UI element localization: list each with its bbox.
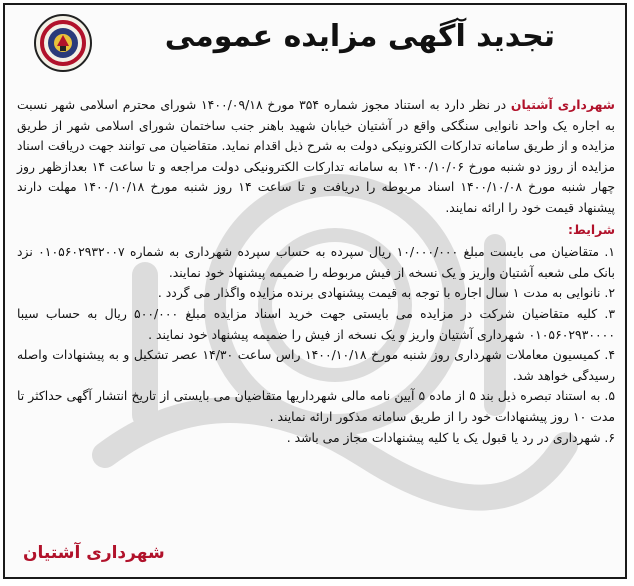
notice-body: [17, 95, 615, 448]
intro-text: در نظر دارد به استناد مجوز شماره ۳۵۴ مورخ ۱۴۰۰/۰۹/۱۸ شورای محترم اسلامی شهر نسبت به اجاره یک واحد نانوایی سنگکی واقع در آشتیان خیابان شهید باهنر جنب ساختمان شورای اسلامی شهر از طریق مزایده و از طریق سامانه تدارکات الکترونیکی دولت به شرح ذیل اقدام نماید. متقاضیان می توانند جهت دریافت اسناد مزایده از روز دو شنبه مورخ ۱۴۰۰/۱۰/۰۶ به سامانه تدارکات الکترونیکی دولت مراجعه و تا ساعت ۱۴ بعدازظهر روز چهار شنبه مورخ ۱۴۰۰/۱۰/۰۸ اسناد مربوطه را دریافت و تا ساعت ۱۴ روز شنبه مورخ ۱۴۰۰/۱۰/۱۸ مهلت دارند پیشنهاد قیمت خود را ارائه نمایند.: [17, 97, 616, 215]
condition-item: ۱. متقاضیان می بایست مبلغ ۱۰/۰۰۰/۰۰۰ ریال سپرده به حساب سپرده شهرداری به شماره ۰۱۰۵۶۰۲۹۳۲۰۰۷ نزد بانک ملی شعبه آشتیان واریز و یک نسخه از فیش مربوطه را ضمیمه پیشنهاد خود نمایند.: [17, 244, 616, 280]
notice-frame: [3, 3, 627, 579]
condition-item: ۴. کمیسیون معاملات شهرداری روز شنبه مورخ ۱۴۰۰/۱۰/۱۸ راس ساعت ۱۴/۳۰ عصر تشکیل و به پیشنهادات واصله رسیدگی خواهد شد.: [17, 347, 616, 383]
condition-item: ۳. کلیه متقاضیان شرکت در مزایده می بایستی جهت خرید اسناد مزایده مبلغ ۵۰۰/۰۰۰ ریال به حساب سیبا ۰۱۰۵۶۰۲۹۳۰۰۰۰ شهرداری آشتیان واریز و یک نسخه از فیش را ضمیمه پیشنهاد خود نمایند .: [17, 305, 615, 342]
condition-item: ۵. به استناد تبصره ذیل بند ۵ از ماده ۵ آیین نامه مالی شهرداریها متقاضیان می بایستی از تاریخ انتشار آگهی حداکثر تا مدت ۱۰ روز پیشنهادات خود را از طریق سامانه مذکور ارائه نمایند .: [17, 388, 616, 424]
signature: شهرداری آشتیان: [23, 543, 165, 563]
notice-header: [5, 5, 625, 91]
intro-paragraph: [17, 95, 615, 219]
condition-item: ۶. شهرداری در رد یا قبول یک یا کلیه پیشنهادات مجاز می باشد .: [286, 429, 615, 445]
condition-item: ۲. نانوایی به مدت ۱ سال اجاره با توجه به قیمت پیشنهادی برنده مزایده واگذار می گردد .: [157, 285, 615, 301]
organization-name: شهرداری آشتیان: [510, 97, 615, 112]
conditions-heading: شرایط:: [567, 221, 615, 237]
notice-title: تجدید آگهی مزایده عمومی: [164, 19, 555, 54]
ashtian-municipality-emblem-icon: [33, 13, 93, 73]
conditions-list: [17, 242, 615, 448]
